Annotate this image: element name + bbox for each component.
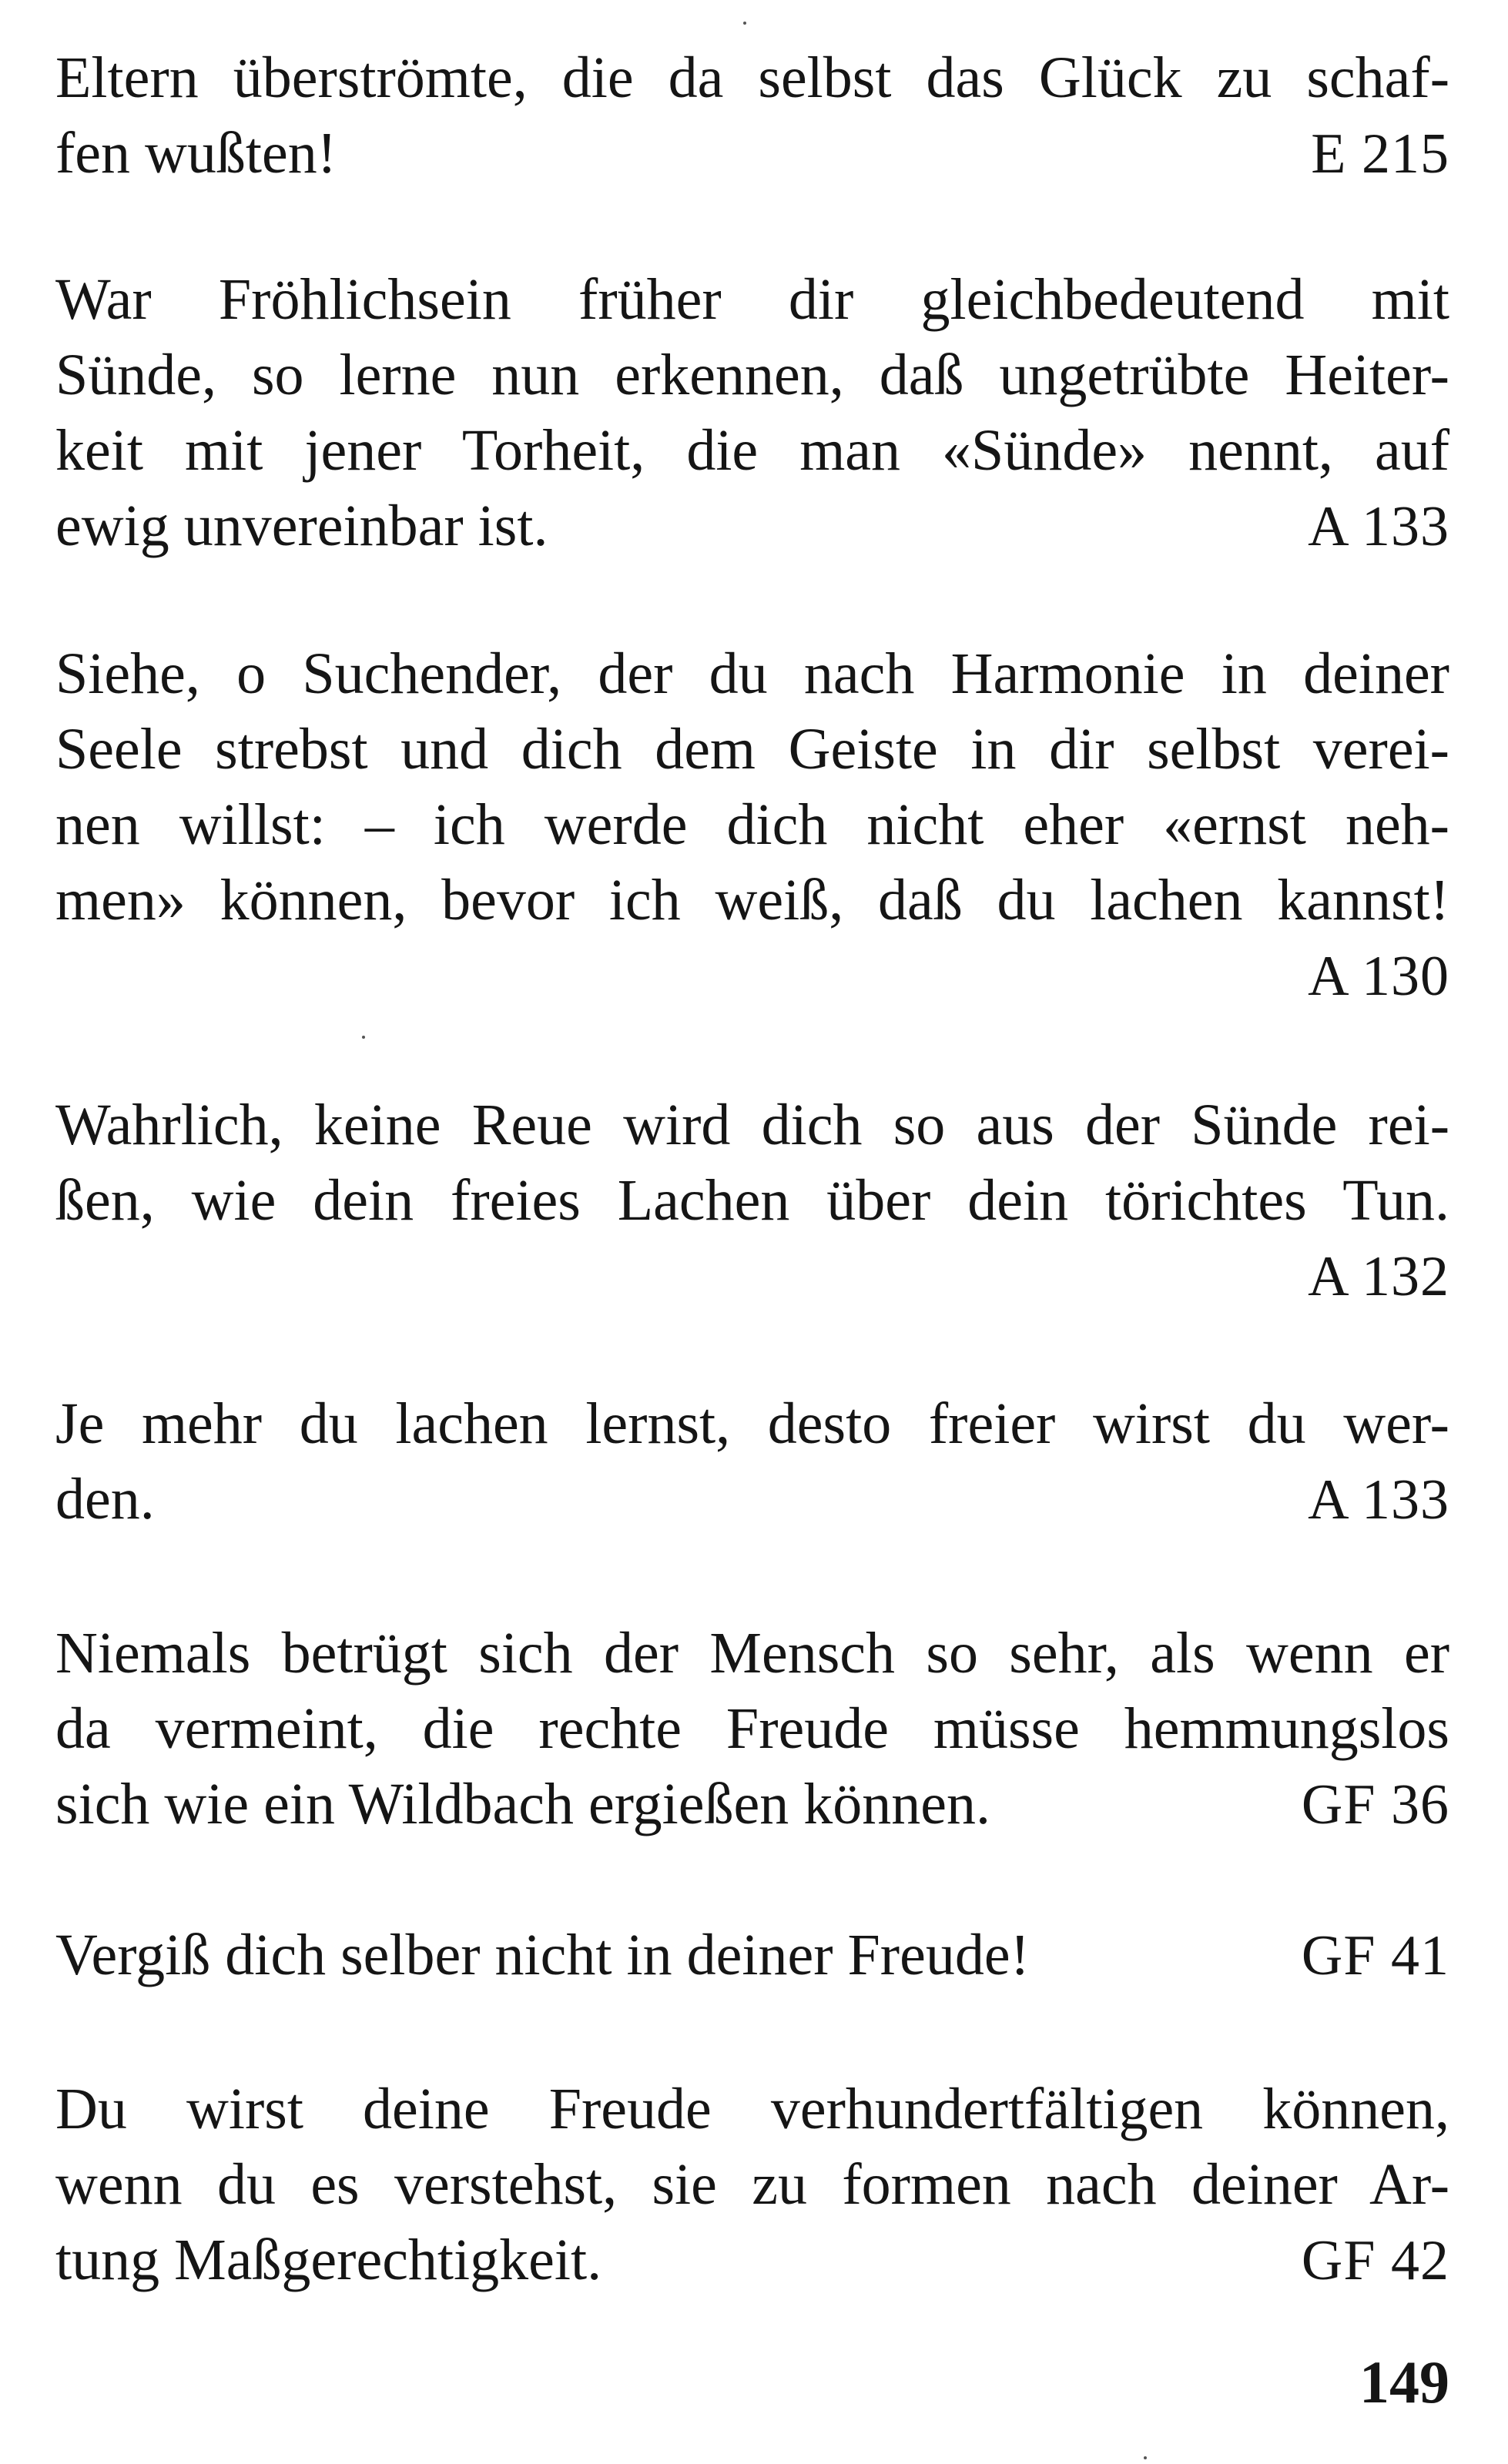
quote-paragraph <box>55 1386 1449 1537</box>
source-reference-line <box>55 938 1449 1013</box>
text-line: Eltern überströmte, die da selbst das Glück zu schaf- <box>55 45 1449 110</box>
source-reference: A 130 <box>1308 945 1449 1008</box>
source-reference: GF 36 <box>1301 1773 1449 1836</box>
text-line: Niemals betrügt sich der Mensch so sehr, als wenn er <box>55 1621 1449 1686</box>
scan-speck <box>1144 2456 1147 2459</box>
text-line-content: tung Maßgerechtigkeit. <box>55 2228 602 2292</box>
source-reference: GF 41 <box>1301 1924 1449 1987</box>
text-line: Seele strebst und dich dem Geiste in dir selbst verei- <box>55 717 1449 782</box>
text-line: nen willst: – ich werde dich nicht eher «ernst neh- <box>55 792 1449 857</box>
text-line: Du wirst deine Freude verhundertfältigen können, <box>55 2077 1449 2141</box>
quote-paragraph <box>55 262 1449 564</box>
text-line: Je mehr du lachen lernst, desto freier wirst du wer- <box>55 1391 1449 1456</box>
quote-paragraph <box>55 1615 1449 1842</box>
page-number: 149 <box>1359 2348 1449 2415</box>
source-reference: A 133 <box>1308 1468 1449 1532</box>
text-line: Wahrlich, keine Reue wird dich so aus der Sünde rei- <box>55 1093 1449 1157</box>
text-line <box>55 116 1449 191</box>
quote-paragraph <box>55 636 1449 1013</box>
source-reference-line <box>55 1238 1449 1314</box>
quote-paragraph <box>55 40 1449 191</box>
source-reference: E 215 <box>1311 122 1449 186</box>
quote-paragraph <box>55 1087 1449 1314</box>
text-line <box>55 1766 1449 1842</box>
text-line: Siehe, o Suchender, der du nach Harmonie in deiner <box>55 641 1449 706</box>
quote-paragraph <box>55 2071 1449 2298</box>
scan-speck <box>362 1036 365 1039</box>
quote-paragraph <box>55 1917 1449 1993</box>
text-line: War Fröhlichsein früher dir gleichbedeutend mit <box>55 267 1449 332</box>
text-line <box>55 2222 1449 2298</box>
text-line <box>55 488 1449 564</box>
text-line: men» können, bevor ich weiß, daß du lachen kannst! <box>55 868 1449 932</box>
text-line-content: sich wie ein Wildbach ergießen können. <box>55 1772 990 1836</box>
source-reference: A 133 <box>1308 495 1449 558</box>
source-reference: A 132 <box>1308 1245 1449 1308</box>
scan-speck <box>743 22 746 25</box>
text-line-content: fen wußten! <box>55 121 337 186</box>
source-reference: GF 42 <box>1301 2229 1449 2292</box>
text-line-content: ewig unvereinbar ist. <box>55 494 548 558</box>
text-line: Sünde, so lerne nun erkennen, daß ungetrübte Heiter- <box>55 343 1449 407</box>
text-line: keit mit jener Torheit, die man «Sünde» nennt, auf <box>55 418 1449 483</box>
text-line-content: den. <box>55 1467 155 1532</box>
text-line: wenn du es verstehst, sie zu formen nach deiner Ar- <box>55 2152 1449 2217</box>
text-line <box>55 1461 1449 1537</box>
text-line-content: Vergiß dich selber nicht in deiner Freude! <box>55 1923 1030 1987</box>
text-line <box>55 1917 1449 1993</box>
text-line: da vermeint, die rechte Freude müsse hemmungslos <box>55 1696 1449 1761</box>
text-line: ßen, wie dein freies Lachen über dein törichtes Tun. <box>55 1168 1449 1233</box>
